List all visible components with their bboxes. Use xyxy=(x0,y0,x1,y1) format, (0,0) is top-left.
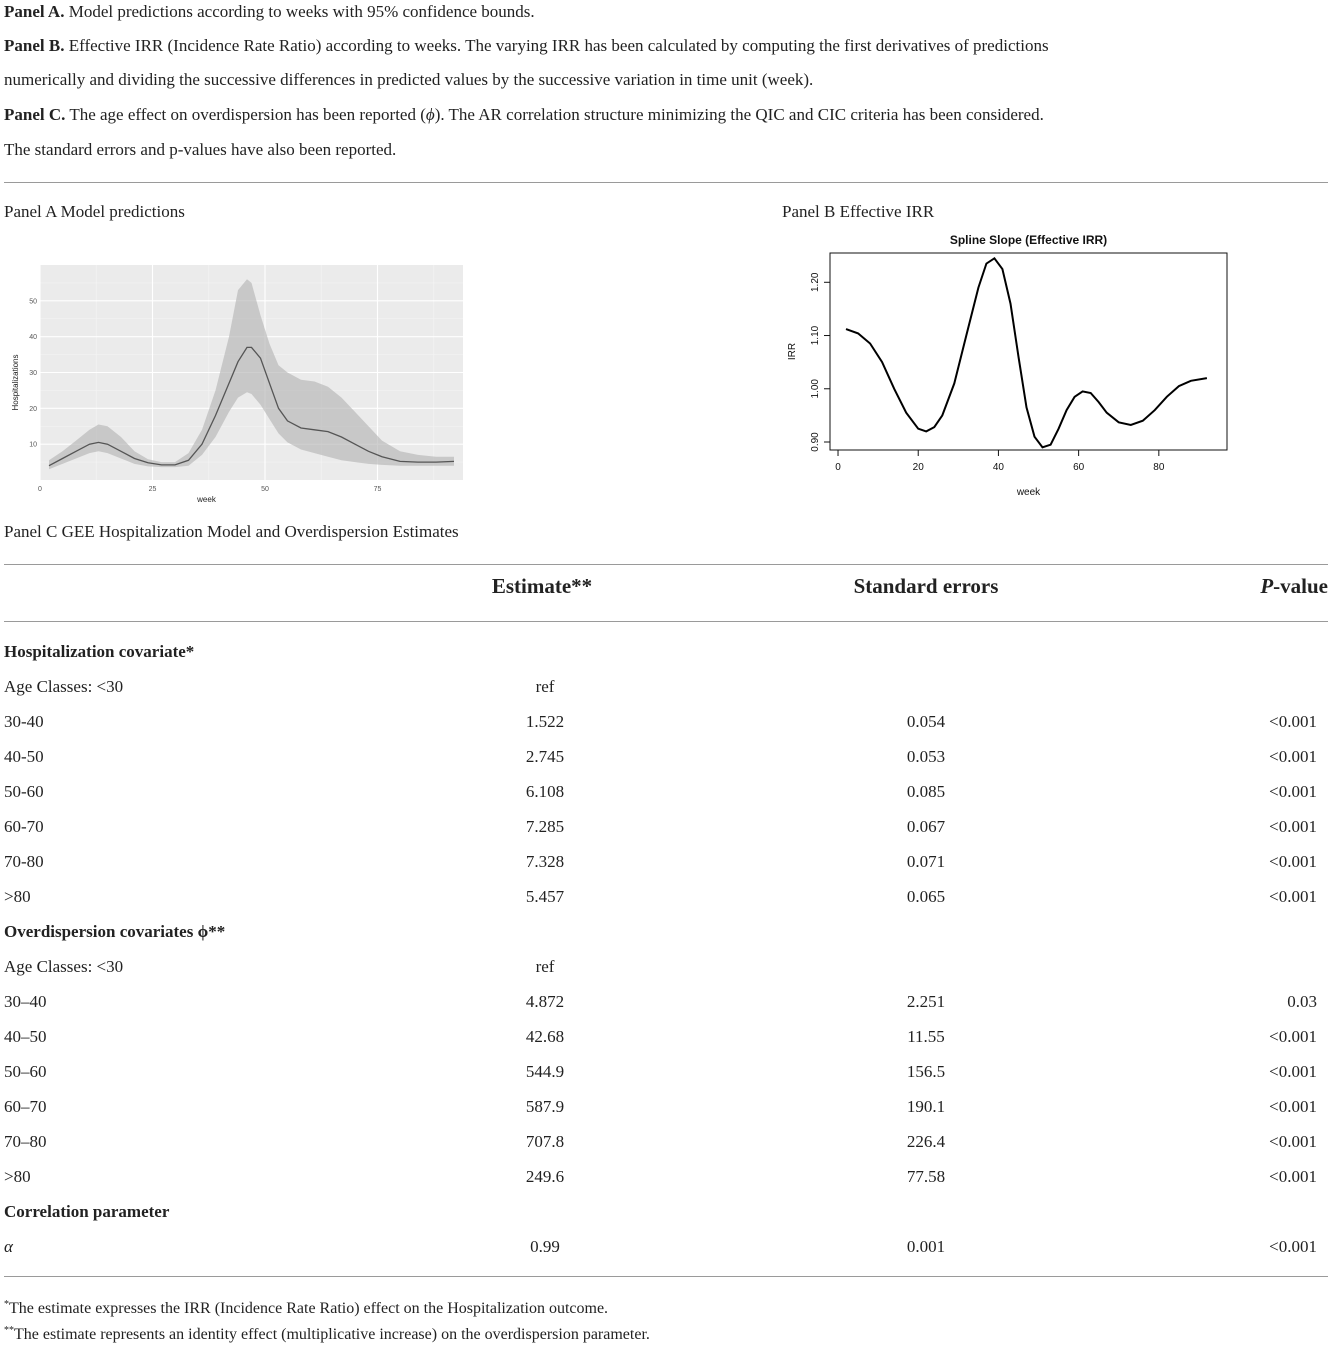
footnote-2: **The estimate represents an identity effect (multiplicative increase) on the overdispersion parameter. xyxy=(4,1325,650,1343)
cell-standard-error: 0.085 xyxy=(906,782,946,801)
x-axis-title: week xyxy=(197,495,216,504)
cell-standard-error: 156.5 xyxy=(906,1062,946,1081)
row-label: 30–40 xyxy=(4,992,47,1011)
cell-estimate: 7.285 xyxy=(525,817,565,836)
header-standard-errors: Standard errors xyxy=(853,574,999,598)
row-label: 60–70 xyxy=(4,1097,47,1116)
cell-p-value: <0.001 xyxy=(1269,1237,1317,1256)
table-row xyxy=(0,1019,1331,1054)
plot-frame xyxy=(830,253,1227,450)
table-row xyxy=(0,704,1331,739)
caption-panel-a: Panel A. Model predictions according to weeks with 95% confidence bounds. xyxy=(4,2,535,21)
cell-p-value: <0.001 xyxy=(1269,1132,1317,1151)
divider xyxy=(4,182,1328,183)
cell-standard-error: 226.4 xyxy=(906,1132,946,1151)
cell-p-value: <0.001 xyxy=(1269,1027,1317,1046)
table-section-header xyxy=(0,1194,1331,1229)
row-label: 40-50 xyxy=(4,747,44,766)
x-tick-label: 40 xyxy=(992,462,1004,473)
table-row xyxy=(0,984,1331,1019)
table-row xyxy=(0,669,1331,704)
section-label: Overdispersion covariates ϕ** xyxy=(4,922,226,941)
irr-line xyxy=(846,258,1207,447)
table-top-rule xyxy=(4,564,1328,565)
chart-panel-b xyxy=(780,225,1240,510)
cell-p-value: <0.001 xyxy=(1269,1062,1317,1081)
y-tick-label: 40 xyxy=(29,334,37,342)
row-label: 60-70 xyxy=(4,817,44,836)
row-label: Age Classes: <30 xyxy=(4,957,124,976)
cell-estimate: 544.9 xyxy=(525,1062,565,1081)
row-label: α xyxy=(4,1237,13,1256)
cell-estimate: 249.6 xyxy=(525,1167,565,1186)
y-tick-label: 20 xyxy=(29,405,37,413)
cell-estimate: 6.108 xyxy=(525,782,565,801)
y-tick-label: 30 xyxy=(29,370,37,377)
y-tick-label: 1.20 xyxy=(810,272,821,293)
cell-estimate: 587.9 xyxy=(525,1097,565,1116)
section-label: Correlation parameter xyxy=(4,1202,170,1221)
cell-standard-error: 0.065 xyxy=(906,887,946,906)
cell-standard-error: 0.071 xyxy=(906,852,946,871)
panel-c-title: Panel C GEE Hospitalization Model and Overdispersion Estimates xyxy=(4,522,459,541)
caption-panel-c-cont: The standard errors and p-values have also been reported. xyxy=(4,140,397,159)
table-section-header xyxy=(0,634,1331,669)
x-tick-label: 0 xyxy=(835,462,841,473)
table-row xyxy=(0,774,1331,809)
cell-estimate: 42.68 xyxy=(525,1027,565,1046)
x-tick-label: 50 xyxy=(261,486,269,493)
row-label: 40–50 xyxy=(4,1027,47,1046)
cell-p-value: <0.001 xyxy=(1269,782,1317,801)
cell-estimate: ref xyxy=(535,957,555,976)
cell-p-value: <0.001 xyxy=(1269,747,1317,766)
table-header-rule xyxy=(4,621,1328,622)
cell-p-value: <0.001 xyxy=(1269,887,1317,906)
cell-estimate: 2.745 xyxy=(525,747,565,766)
table-bottom-rule xyxy=(4,1276,1328,1277)
header-estimate: Estimate** xyxy=(491,574,593,598)
cell-p-value: <0.001 xyxy=(1269,1167,1317,1186)
x-tick-label: 75 xyxy=(373,486,382,493)
cell-estimate: 707.8 xyxy=(525,1132,565,1151)
cell-standard-error: 0.067 xyxy=(906,817,946,836)
cell-standard-error: 190.1 xyxy=(906,1097,946,1116)
chart-title: Spline Slope (Effective IRR) xyxy=(949,233,1108,247)
panel-a-title: Panel A Model predictions xyxy=(4,202,185,221)
caption-panel-b-cont: numerically and dividing the successive differences in predicted values by the successive variation in time unit (week). xyxy=(4,70,814,89)
y-tick-label: 1.00 xyxy=(810,379,821,399)
row-label: Age Classes: <30 xyxy=(4,677,124,696)
cell-p-value: <0.001 xyxy=(1269,817,1317,836)
x-tick-label: 20 xyxy=(912,462,924,473)
cell-estimate: 0.99 xyxy=(530,1237,560,1256)
row-label: >80 xyxy=(4,887,31,906)
cell-standard-error: 2.251 xyxy=(906,992,946,1011)
chart-panel-a xyxy=(0,250,470,505)
table-row xyxy=(0,949,1331,984)
cell-standard-error: 77.58 xyxy=(906,1167,946,1186)
caption-panel-b: Panel B. Effective IRR (Incidence Rate Ratio) according to weeks. The varying IRR has been calculated by computing the first derivatives of predictions xyxy=(4,36,1049,55)
table-row xyxy=(0,739,1331,774)
y-axis-title: IRR xyxy=(787,342,798,361)
x-tick-label: 60 xyxy=(1073,462,1085,473)
row-label: 70–80 xyxy=(4,1132,47,1151)
panel-b-title: Panel B Effective IRR xyxy=(782,202,935,221)
cell-standard-error: 0.054 xyxy=(906,712,946,731)
cell-p-value: 0.03 xyxy=(1287,992,1317,1011)
y-tick-label: 1.10 xyxy=(810,325,821,346)
cell-estimate: ref xyxy=(535,677,555,696)
cell-p-value: <0.001 xyxy=(1269,712,1317,731)
row-label: >80 xyxy=(4,1167,31,1186)
x-tick-label: 0 xyxy=(38,486,42,493)
row-label: 50-60 xyxy=(4,782,44,801)
cell-standard-error: 0.053 xyxy=(906,747,946,766)
table-row xyxy=(0,879,1331,914)
y-tick-label: 10 xyxy=(29,441,37,449)
cell-estimate: 7.328 xyxy=(525,852,565,871)
table-row xyxy=(0,809,1331,844)
y-axis-title: Hospitalizations xyxy=(11,354,20,411)
cell-estimate: 1.522 xyxy=(525,712,565,731)
table-row xyxy=(0,1124,1331,1159)
table-row xyxy=(0,1089,1331,1124)
table-section-header xyxy=(0,914,1331,949)
x-tick-label: 25 xyxy=(148,486,157,493)
y-tick-label: 0.90 xyxy=(810,432,821,452)
y-tick-label: 50 xyxy=(29,298,37,306)
row-label: 30-40 xyxy=(4,712,44,731)
cell-p-value: <0.001 xyxy=(1269,1097,1317,1116)
table-row xyxy=(0,1054,1331,1089)
cell-estimate: 5.457 xyxy=(525,887,565,906)
header-p-value: P-value xyxy=(1260,574,1328,598)
cell-estimate: 4.872 xyxy=(525,992,565,1011)
table-row xyxy=(0,1159,1331,1194)
footnote-1: *The estimate expresses the IRR (Incidence Rate Ratio) effect on the Hospitalization outcome. xyxy=(4,1299,609,1317)
table-row xyxy=(0,1229,1331,1264)
row-label: 50–60 xyxy=(4,1062,47,1081)
table-row xyxy=(0,844,1331,879)
caption-panel-c: Panel C. The age effect on overdispersion has been reported (ϕ). The AR correlation structure minimizing the QIC and CIC criteria has been considered. xyxy=(4,105,1044,124)
cell-standard-error: 0.001 xyxy=(906,1237,946,1256)
section-label: Hospitalization covariate* xyxy=(4,642,195,661)
x-axis-title: week xyxy=(1016,487,1041,498)
x-tick-label: 80 xyxy=(1153,462,1165,473)
row-label: 70-80 xyxy=(4,852,44,871)
cell-standard-error: 11.55 xyxy=(907,1027,945,1046)
cell-p-value: <0.001 xyxy=(1269,852,1317,871)
